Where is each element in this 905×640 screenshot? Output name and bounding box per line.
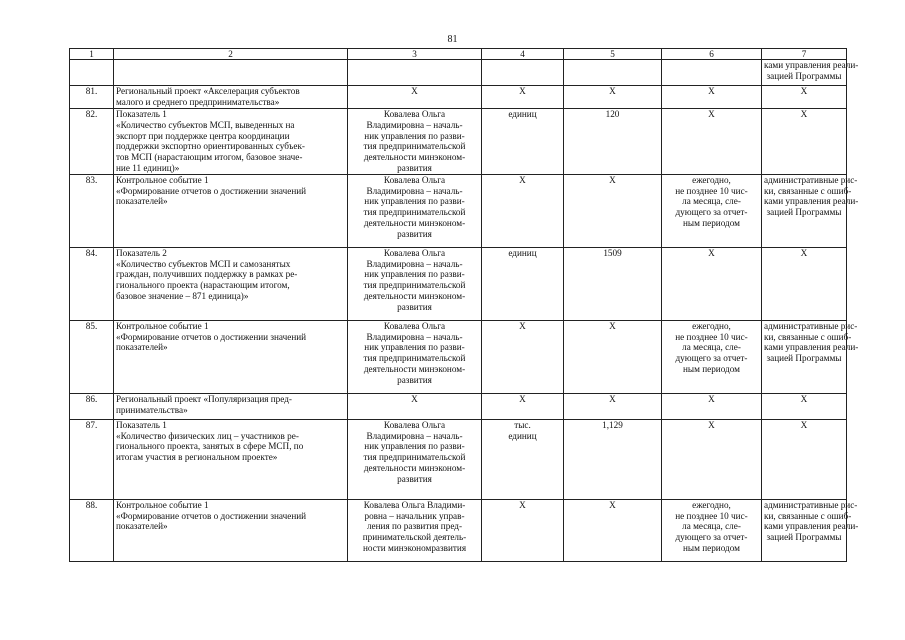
- responsible-cell: [348, 499, 482, 561]
- item-name-line: Контрольное событие 1: [116, 320, 209, 331]
- item-name-line: Контрольное событие 1: [116, 174, 209, 185]
- deadline-cell: [662, 109, 762, 175]
- value-cell: [564, 86, 662, 109]
- unit-line: тыс.: [514, 419, 531, 430]
- item-name-cell: [114, 499, 348, 561]
- responsible-line: ровна – начальник управ-: [364, 510, 465, 521]
- risks-line: X: [800, 86, 808, 96]
- row-number-cell: 83.: [70, 174, 114, 247]
- deadline-line: X: [708, 419, 715, 430]
- value-cell: [564, 247, 662, 320]
- item-name-cell: [114, 247, 348, 320]
- deadline-line: не позднее 10 чис-: [675, 510, 748, 521]
- item-name-cell: [114, 60, 348, 86]
- unit-line: X: [519, 174, 526, 185]
- table-row: [70, 499, 847, 561]
- column-number: 2: [114, 49, 348, 60]
- deadline-cell: [662, 320, 762, 393]
- unit-line: X: [519, 86, 526, 96]
- risks-cell: [762, 320, 859, 393]
- item-name-line: ние 11 единиц)»: [116, 162, 180, 173]
- responsible-line: деятельности минэконом-: [363, 152, 466, 163]
- item-name-line: Региональный проект «Популяризация пред-: [116, 393, 292, 404]
- unit-line: X: [519, 320, 526, 331]
- risks-line: ками управления реали-: [764, 342, 859, 353]
- responsible-line: Ковалева Ольга: [383, 419, 446, 430]
- risks-line: ки, связанные с ошиб-: [764, 510, 852, 521]
- item-name-line: Региональный проект «Акселерация субъектов: [116, 86, 300, 96]
- responsible-line: принимательской деятель-: [362, 532, 467, 543]
- risks-line: X: [800, 109, 808, 119]
- deadline-line: ным периодом: [683, 542, 740, 553]
- item-name-cell: [114, 174, 348, 247]
- responsible-line: ник управления по разви-: [364, 130, 465, 141]
- item-name-line: Показатель 1: [116, 109, 167, 119]
- column-number: 3: [348, 49, 482, 60]
- deadline-line: не позднее 10 чис-: [675, 331, 748, 342]
- table-row: [70, 393, 847, 419]
- row-number-cell: [70, 60, 114, 86]
- item-name-line: «Формирование отчетов о достижении значений: [116, 510, 307, 521]
- value-cell: [564, 109, 662, 175]
- column-number: 4: [482, 49, 564, 60]
- item-name-line: «Количество субъектов МСП и самозанятых: [116, 258, 291, 269]
- risks-line: ки, связанные с ошиб-: [764, 331, 852, 342]
- row-number-cell: 85.: [70, 320, 114, 393]
- deadline-line: ла месяца, сле-: [682, 196, 741, 207]
- deadline-line: ным периодом: [683, 217, 740, 228]
- unit-cell: [482, 419, 564, 499]
- responsible-line: Владимировна – началь-: [366, 430, 463, 441]
- responsible-line: ления по развития пред-: [366, 521, 463, 532]
- value-line: X: [609, 174, 616, 185]
- responsible-line: деятельности минэконом-: [363, 290, 466, 301]
- risks-line: зацией Программы: [766, 353, 842, 364]
- deadline-line: ла месяца, сле-: [682, 521, 741, 532]
- item-name-cell: [114, 320, 348, 393]
- deadline-line: X: [708, 393, 715, 404]
- item-name-line: тов МСП (нарастающим итогом, базовое значе-: [116, 152, 303, 163]
- unit-line: единиц: [508, 109, 537, 119]
- responsible-line: Ковалева Ольга: [383, 247, 446, 258]
- unit-cell: [482, 60, 564, 86]
- deadline-line: X: [708, 109, 715, 119]
- table-row: [70, 109, 847, 175]
- unit-cell: [482, 393, 564, 419]
- deadline-line: ежегодно,: [692, 499, 731, 510]
- risks-line: зацией Программы: [766, 532, 842, 543]
- responsible-cell: [348, 60, 482, 86]
- responsible-cell: [348, 419, 482, 499]
- item-name-cell: [114, 109, 348, 175]
- deadline-cell: [662, 60, 762, 86]
- responsible-line: тия предпринимательской: [363, 452, 466, 463]
- risks-cell: [762, 174, 859, 247]
- responsible-line: деятельности минэконом-: [363, 363, 466, 374]
- unit-cell: [482, 174, 564, 247]
- responsible-line: тия предпринимательской: [363, 207, 466, 218]
- responsible-line: X: [411, 86, 418, 96]
- risks-line: административные рис-: [764, 320, 858, 331]
- column-number: 7: [762, 49, 847, 60]
- value-line: 120: [605, 109, 620, 119]
- item-name-line: малого и среднего предпринимательства»: [116, 96, 280, 107]
- responsible-line: Владимировна – началь-: [366, 119, 463, 130]
- responsible-cell: [348, 247, 482, 320]
- deadline-cell: [662, 247, 762, 320]
- item-name-line: поддержки экспортно ориентированных субъек-: [116, 141, 305, 152]
- responsible-line: Ковалева Ольга: [383, 109, 446, 119]
- value-line: 1509: [603, 247, 622, 258]
- responsible-line: ник управления по разви-: [364, 196, 465, 207]
- value-cell: [564, 393, 662, 419]
- responsible-line: ности минэкономразвития: [362, 542, 467, 553]
- table-row: [70, 320, 847, 393]
- deadline-line: ежегодно,: [692, 174, 731, 185]
- item-name-line: базовое значение – 871 единица)»: [116, 290, 249, 301]
- responsible-line: X: [411, 393, 418, 404]
- deadline-line: дующего за отчет-: [675, 532, 748, 543]
- risks-line: административные рис-: [764, 499, 858, 510]
- item-name-line: экспорт при поддержке центра координации: [116, 130, 290, 141]
- unit-cell: [482, 320, 564, 393]
- responsible-cell: [348, 174, 482, 247]
- risks-line: X: [800, 247, 808, 258]
- risks-line: ки, связанные с ошиб-: [764, 185, 852, 196]
- value-cell: [564, 499, 662, 561]
- unit-cell: [482, 499, 564, 561]
- unit-cell: [482, 86, 564, 109]
- responsible-line: Ковалева Ольга: [383, 174, 446, 185]
- item-name-line: «Количество субъектов МСП, выведенных на: [116, 119, 295, 130]
- program-table: [69, 48, 859, 562]
- column-number: 6: [662, 49, 762, 60]
- deadline-cell: [662, 86, 762, 109]
- unit-line: единиц: [508, 430, 537, 441]
- deadline-cell: [662, 174, 762, 247]
- row-number-cell: 86.: [70, 393, 114, 419]
- risks-line: зацией Программы: [766, 207, 842, 218]
- value-line: X: [609, 320, 616, 331]
- responsible-line: ник управления по разви-: [364, 269, 465, 280]
- responsible-line: развития: [397, 301, 432, 312]
- deadline-line: дующего за отчет-: [675, 207, 748, 218]
- column-number: 1: [70, 49, 114, 60]
- unit-line: X: [519, 393, 526, 404]
- table-row: [70, 419, 847, 499]
- responsible-line: тия предпринимательской: [363, 353, 466, 364]
- risks-cell: [762, 247, 847, 320]
- deadline-cell: [662, 499, 762, 561]
- item-name-cell: [114, 393, 348, 419]
- item-name-line: показателей»: [116, 196, 168, 207]
- table-row: [70, 86, 847, 109]
- item-name-line: «Формирование отчетов о достижении значений: [116, 185, 307, 196]
- value-line: X: [609, 499, 616, 510]
- risks-line: административные рис-: [764, 174, 858, 185]
- deadline-line: ла месяца, сле-: [682, 342, 741, 353]
- unit-line: X: [519, 499, 526, 510]
- risks-cell: [762, 499, 859, 561]
- value-cell: [564, 419, 662, 499]
- responsible-cell: [348, 320, 482, 393]
- item-name-line: Показатель 2: [116, 247, 167, 258]
- risks-line: X: [800, 393, 808, 404]
- table-row: [70, 247, 847, 320]
- responsible-line: тия предпринимательской: [363, 280, 466, 291]
- responsible-line: деятельности минэконом-: [363, 217, 466, 228]
- responsible-line: развития: [397, 473, 432, 484]
- risks-line: зацией Программы: [766, 70, 842, 81]
- responsible-line: деятельности минэконом-: [363, 462, 466, 473]
- item-name-line: «Формирование отчетов о достижении значений: [116, 331, 307, 342]
- value-cell: [564, 320, 662, 393]
- row-number-cell: 88.: [70, 499, 114, 561]
- deadline-line: X: [708, 86, 715, 96]
- deadline-cell: [662, 393, 762, 419]
- item-name-line: Показатель 1: [116, 419, 167, 430]
- risks-cell: [762, 109, 847, 175]
- item-name-line: гионального проекта, занятых в сфере МСП, по: [116, 441, 304, 452]
- deadline-cell: [662, 419, 762, 499]
- responsible-line: развития: [397, 228, 432, 239]
- value-cell: [564, 174, 662, 247]
- risks-line: ками управления реали-: [764, 521, 859, 532]
- risks-cell: [762, 393, 847, 419]
- item-name-line: итогам участия в региональном проекте»: [116, 452, 278, 463]
- deadline-line: дующего за отчет-: [675, 353, 748, 364]
- item-name-line: «Количество физических лиц – участников ре-: [116, 430, 299, 441]
- item-name-line: Контрольное событие 1: [116, 499, 209, 510]
- risks-cell: [762, 419, 847, 499]
- responsible-cell: [348, 393, 482, 419]
- item-name-line: показателей»: [116, 342, 168, 353]
- responsible-line: ник управления по разви-: [364, 441, 465, 452]
- row-number-cell: 81.: [70, 86, 114, 109]
- value-line: 1,129: [602, 419, 623, 430]
- item-name-line: граждан, получивших поддержку в рамках ре-: [116, 269, 298, 280]
- risks-cell: [762, 60, 859, 86]
- risks-line: ками управления реали-: [764, 60, 859, 70]
- responsible-line: развития: [397, 162, 432, 173]
- risks-line: X: [800, 419, 808, 430]
- deadline-line: ежегодно,: [692, 320, 731, 331]
- responsible-line: ник управления по разви-: [364, 342, 465, 353]
- column-number: 5: [564, 49, 662, 60]
- row-number-cell: 87.: [70, 419, 114, 499]
- item-name-line: гионального проекта (нарастающим итогом,: [116, 280, 290, 291]
- row-number-cell: 84.: [70, 247, 114, 320]
- responsible-line: развития: [397, 374, 432, 385]
- responsible-cell: [348, 109, 482, 175]
- responsible-cell: [348, 86, 482, 109]
- responsible-line: Владимировна – началь-: [366, 185, 463, 196]
- unit-cell: [482, 247, 564, 320]
- item-name-cell: [114, 419, 348, 499]
- responsible-line: Ковалева Ольга: [383, 320, 446, 331]
- deadline-line: не позднее 10 чис-: [675, 185, 748, 196]
- table-row: [70, 60, 847, 86]
- row-number-cell: 82.: [70, 109, 114, 175]
- risks-line: ками управления реали-: [764, 196, 859, 207]
- item-name-line: принимательства»: [116, 404, 188, 415]
- responsible-line: тия предпринимательской: [363, 141, 466, 152]
- item-name-cell: [114, 86, 348, 109]
- page-number: 81: [447, 34, 458, 45]
- table-row: [70, 174, 847, 247]
- value-cell: [564, 60, 662, 86]
- item-name-line: показателей»: [116, 521, 168, 532]
- value-line: X: [609, 86, 616, 96]
- responsible-line: Владимировна – началь-: [366, 258, 463, 269]
- deadline-line: X: [708, 247, 715, 258]
- unit-line: единиц: [508, 247, 537, 258]
- deadline-line: ным периодом: [683, 363, 740, 374]
- responsible-line: Владимировна – началь-: [366, 331, 463, 342]
- unit-cell: [482, 109, 564, 175]
- risks-cell: [762, 86, 847, 109]
- responsible-line: Ковалева Ольга Владими-: [363, 499, 466, 510]
- column-number-row: [70, 49, 847, 60]
- value-line: X: [609, 393, 616, 404]
